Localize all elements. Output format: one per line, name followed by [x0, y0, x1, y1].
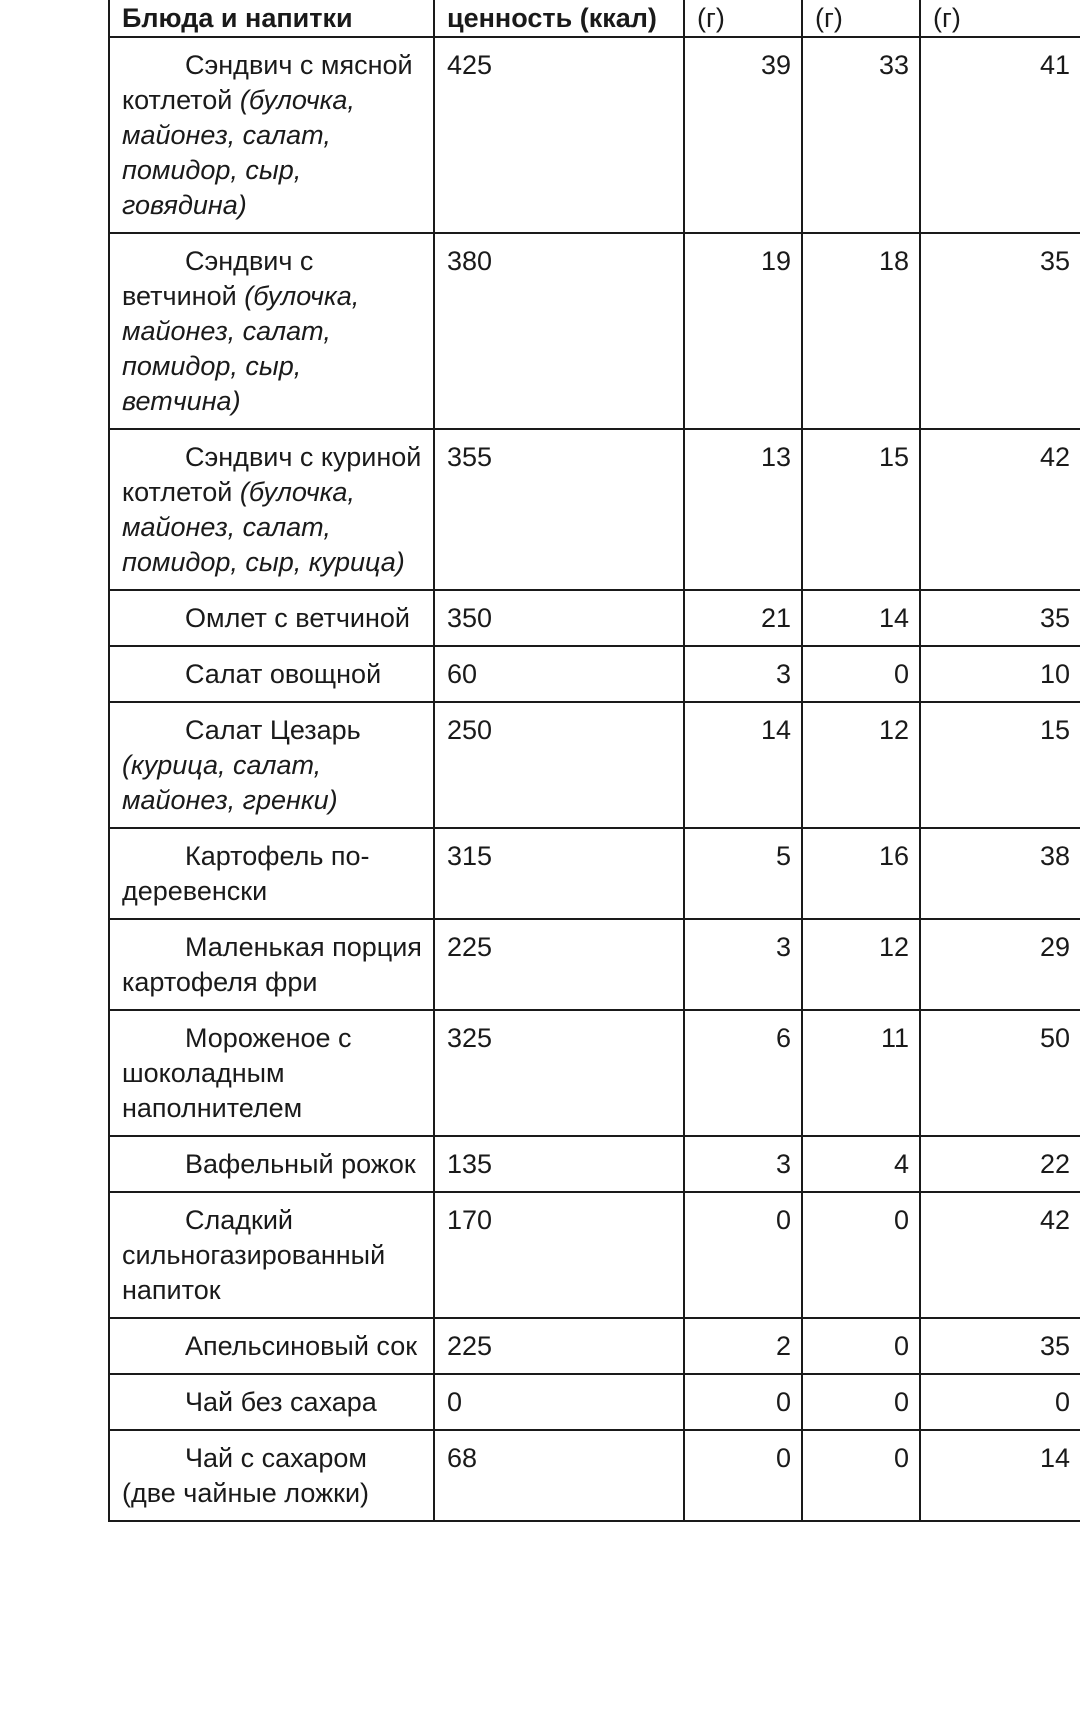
- dish-name-block: [122, 440, 423, 580]
- dish-cell: [109, 233, 434, 429]
- dish-cell: [109, 1318, 434, 1374]
- dish-name: Чай без сахара: [185, 1387, 377, 1417]
- energy-value-cell: 135: [434, 1136, 684, 1192]
- protein-value-cell: 3: [684, 919, 802, 1010]
- dish-name: Апельсиновый сок: [185, 1331, 418, 1361]
- fat-value-cell: 15: [802, 429, 920, 590]
- energy-value-cell: 68: [434, 1430, 684, 1521]
- header-protein-unit: (г): [684, 0, 802, 37]
- protein-value-cell: 19: [684, 233, 802, 429]
- dish-name-block: [122, 601, 423, 636]
- dish-cell: [109, 828, 434, 919]
- energy-value-cell: 225: [434, 919, 684, 1010]
- table-row: [109, 37, 1080, 233]
- fat-value-cell: 11: [802, 1010, 920, 1136]
- dish-name: Сэндвич с куриной котлетой: [122, 442, 422, 507]
- fat-value-cell: 14: [802, 590, 920, 646]
- fat-value-cell: 12: [802, 702, 920, 828]
- dish-name: Вафельный рожок: [185, 1149, 416, 1179]
- dish-name-block: [122, 48, 423, 223]
- carbs-value-cell: 42: [920, 429, 1080, 590]
- table-row: [109, 233, 1080, 429]
- carbs-value-cell: 35: [920, 233, 1080, 429]
- dish-cell: [109, 429, 434, 590]
- dish-cell: [109, 1136, 434, 1192]
- dish-name-block: [122, 657, 423, 692]
- carbs-value-cell: 42: [920, 1192, 1080, 1318]
- dish-cell: [109, 37, 434, 233]
- table-row: [109, 646, 1080, 702]
- table-row: [109, 1136, 1080, 1192]
- energy-value-cell: 170: [434, 1192, 684, 1318]
- table-row: [109, 590, 1080, 646]
- carbs-value-cell: 22: [920, 1136, 1080, 1192]
- energy-value-cell: 355: [434, 429, 684, 590]
- fat-value-cell: 33: [802, 37, 920, 233]
- dish-name: Маленькая порция картофеля фри: [122, 932, 422, 997]
- table-row: [109, 919, 1080, 1010]
- dish-cell: [109, 590, 434, 646]
- dish-name-block: [122, 930, 423, 1000]
- dish-cell: [109, 646, 434, 702]
- nutrition-table: [108, 0, 1080, 1522]
- carbs-value-cell: 15: [920, 702, 1080, 828]
- energy-value-cell: 225: [434, 1318, 684, 1374]
- dish-name-block: [122, 244, 423, 419]
- carbs-value-cell: 41: [920, 37, 1080, 233]
- dish-cell: [109, 919, 434, 1010]
- protein-value-cell: 3: [684, 1136, 802, 1192]
- dish-name: Салат овощной: [185, 659, 382, 689]
- dish-name: Омлет с ветчиной: [185, 603, 410, 633]
- dish-description: (булочка, майонез, салат, помидор, сыр, говядина): [122, 85, 355, 220]
- dish-name: Мороженое с шоколадным наполнителем: [122, 1023, 352, 1123]
- dish-name: Сладкий сильногазированный напиток: [122, 1205, 386, 1305]
- protein-value-cell: 13: [684, 429, 802, 590]
- fat-value-cell: 12: [802, 919, 920, 1010]
- dish-name: Сэндвич с ветчиной: [122, 246, 314, 311]
- dish-description: (булочка, майонез, салат, помидор, сыр, курица): [122, 477, 405, 577]
- table-row: [109, 1010, 1080, 1136]
- protein-value-cell: 5: [684, 828, 802, 919]
- protein-value-cell: 0: [684, 1192, 802, 1318]
- table-row: [109, 1430, 1080, 1521]
- energy-value-cell: 315: [434, 828, 684, 919]
- fat-value-cell: 0: [802, 1192, 920, 1318]
- protein-value-cell: 6: [684, 1010, 802, 1136]
- fat-value-cell: 0: [802, 1374, 920, 1430]
- energy-value-cell: 350: [434, 590, 684, 646]
- carbs-value-cell: 14: [920, 1430, 1080, 1521]
- energy-value-cell: 60: [434, 646, 684, 702]
- dish-name-block: [122, 1441, 423, 1511]
- protein-value-cell: 21: [684, 590, 802, 646]
- nutrition-table-container: [108, 0, 1080, 1522]
- protein-value-cell: 39: [684, 37, 802, 233]
- dish-name: Салат Цезарь: [185, 715, 361, 745]
- protein-value-cell: 2: [684, 1318, 802, 1374]
- carbs-value-cell: 35: [920, 590, 1080, 646]
- carbs-value-cell: 50: [920, 1010, 1080, 1136]
- dish-name: Сэндвич с мясной котлетой: [122, 50, 413, 115]
- dish-name: Чай с сахаром (две чайные ложки): [122, 1443, 370, 1508]
- fat-value-cell: 18: [802, 233, 920, 429]
- dish-cell: [109, 702, 434, 828]
- table-row: [109, 1318, 1080, 1374]
- dish-cell: [109, 1374, 434, 1430]
- table-row: [109, 702, 1080, 828]
- header-dish-name: Блюда и напитки: [109, 0, 434, 37]
- energy-value-cell: 250: [434, 702, 684, 828]
- table-row: [109, 1374, 1080, 1430]
- protein-value-cell: 3: [684, 646, 802, 702]
- fat-value-cell: 0: [802, 1318, 920, 1374]
- fat-value-cell: 0: [802, 1430, 920, 1521]
- dish-name-block: [122, 1203, 423, 1308]
- carbs-value-cell: 29: [920, 919, 1080, 1010]
- table-header-row: [109, 0, 1080, 37]
- carbs-value-cell: 0: [920, 1374, 1080, 1430]
- protein-value-cell: 14: [684, 702, 802, 828]
- dish-description: (булочка, майонез, салат, помидор, сыр, ветчина): [122, 281, 360, 416]
- dish-name-block: [122, 839, 423, 909]
- dish-cell: [109, 1430, 434, 1521]
- table-body: [109, 37, 1080, 1521]
- header-fat-unit: (г): [802, 0, 920, 37]
- dish-cell: [109, 1192, 434, 1318]
- fat-value-cell: 4: [802, 1136, 920, 1192]
- table-row: [109, 828, 1080, 919]
- fat-value-cell: 16: [802, 828, 920, 919]
- dish-name-block: [122, 1021, 423, 1126]
- dish-name-block: [122, 1147, 423, 1182]
- carbs-value-cell: 35: [920, 1318, 1080, 1374]
- fat-value-cell: 0: [802, 646, 920, 702]
- dish-description: (курица, салат, майонез, гренки): [122, 750, 338, 815]
- table-row: [109, 429, 1080, 590]
- protein-value-cell: 0: [684, 1374, 802, 1430]
- header-energy: ценность (ккал): [434, 0, 684, 37]
- dish-cell: [109, 1010, 434, 1136]
- protein-value-cell: 0: [684, 1430, 802, 1521]
- energy-value-cell: 380: [434, 233, 684, 429]
- carbs-value-cell: 10: [920, 646, 1080, 702]
- header-carbs-unit: (г): [920, 0, 1080, 37]
- table-row: [109, 1192, 1080, 1318]
- energy-value-cell: 0: [434, 1374, 684, 1430]
- energy-value-cell: 325: [434, 1010, 684, 1136]
- energy-value-cell: 425: [434, 37, 684, 233]
- dish-name-block: [122, 1329, 423, 1364]
- carbs-value-cell: 38: [920, 828, 1080, 919]
- dish-name: Картофель по-деревенски: [122, 841, 370, 906]
- dish-name-block: [122, 1385, 423, 1420]
- dish-name-block: [122, 713, 423, 818]
